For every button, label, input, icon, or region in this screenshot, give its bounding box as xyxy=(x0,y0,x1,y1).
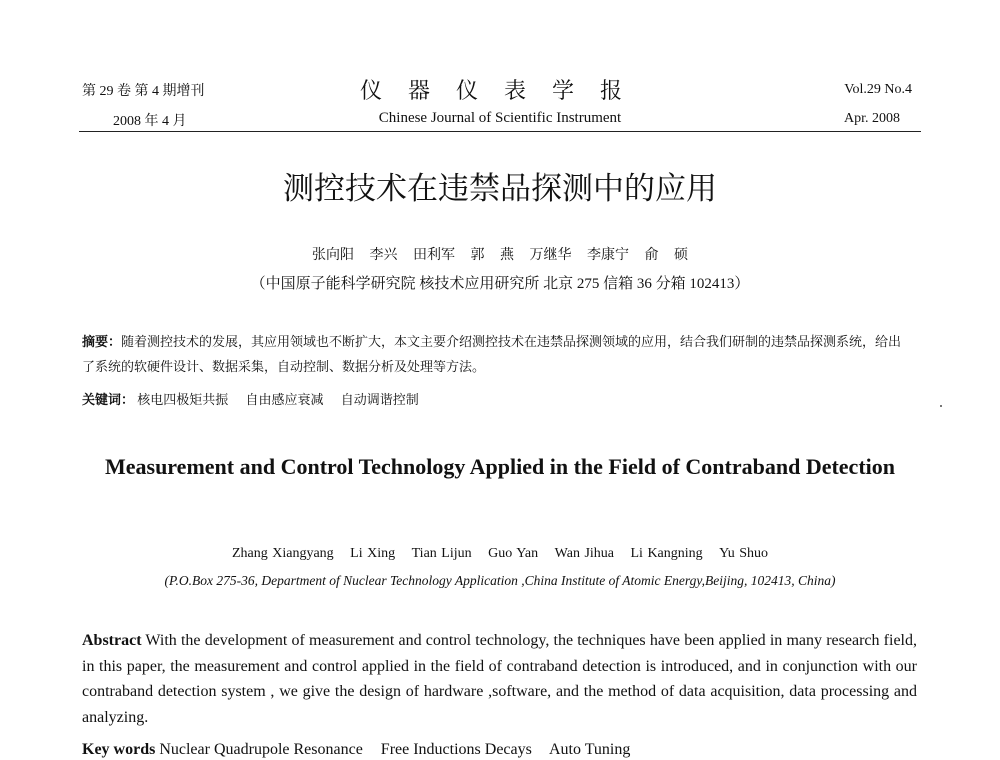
author-en: Zhang Xiangyang xyxy=(231,546,334,561)
author-en: Guo Yan xyxy=(488,546,539,561)
keyword-en: Auto Tuning xyxy=(548,741,631,758)
affiliation-en: (P.O.Box 275-36, Department of Nuclear Technology Application ,China Institute of Atomic Energy,Beijing, 102413, China) xyxy=(164,573,836,588)
abstract-text-en: With the development of measurement and control technology, the techniques have been applied in many research field, in this paper, the measurement and control applied in the field of contraband detection is introduced, and in conjunction with our contraband detection system , we give the design of hardware ,software, and the method of data acquisition, data processing and analyzing. xyxy=(82,632,917,726)
abstract-cn xyxy=(82,330,912,379)
scan-speck xyxy=(940,405,942,407)
keyword-cn: 核电四极矩共振 xyxy=(137,392,229,407)
journal-volume-en: Vol.29 No.4 xyxy=(844,82,912,97)
author-en: Wan Jihua xyxy=(554,546,614,561)
authors-en xyxy=(0,546,1000,562)
abstract-en xyxy=(82,628,917,730)
author-en: Tian Lijun xyxy=(411,546,472,561)
author-en: Yu Shuo xyxy=(719,546,769,561)
keywords-label-cn: 关键词： xyxy=(82,393,135,408)
affiliation-cn: （中国原子能科学研究院 核技术应用研究所 北京 275 信箱 36 分箱 102413） xyxy=(250,276,750,292)
paper-title-cn: 测控技术在违禁品探测中的应用 xyxy=(283,171,717,207)
abstract-text-cn: 随着测控技术的发展，其应用领域也不断扩大，本文主要介绍测控技术在违禁品探测领域的应用，结合我们研制的违禁品探测系统，给出了系统的软硬件设计、数据采集，自动控制、数据分析及处理等方法。 xyxy=(82,334,902,374)
keyword-en: Free Inductions Decays xyxy=(380,741,532,758)
author-en: Li Xing xyxy=(350,546,396,561)
keyword-cn: 自动调谐控制 xyxy=(340,392,419,407)
keywords-en xyxy=(82,741,644,759)
keywords-label-en: Key words xyxy=(82,741,156,758)
paper-title-en: Measurement and Control Technology Applied in the Field of Contraband Detection xyxy=(104,454,895,479)
journal-name-cn: 仪器仪表学报 xyxy=(359,78,648,103)
keyword-en: Nuclear Quadrupole Resonance xyxy=(159,741,363,758)
journal-name-en: Chinese Journal of Scientific Instrument xyxy=(378,110,622,126)
abstract-label-en: Abstract xyxy=(82,632,142,649)
journal-volume-cn: 第 29 卷 第 4 期增刊 xyxy=(82,84,205,99)
author-en: Li Kangning xyxy=(630,546,703,561)
journal-date-cn: 2008 年 4 月 xyxy=(113,114,187,129)
header-rule xyxy=(79,131,921,132)
keywords-cn xyxy=(82,389,433,408)
authors-cn: 张向阳 李兴 田利军 郭 燕 万继华 李康宁 俞 硕 xyxy=(312,248,688,263)
journal-date-en: Apr. 2008 xyxy=(844,111,900,126)
keyword-cn: 自由感应衰减 xyxy=(245,392,324,407)
abstract-label-cn: 摘要： xyxy=(82,335,122,350)
